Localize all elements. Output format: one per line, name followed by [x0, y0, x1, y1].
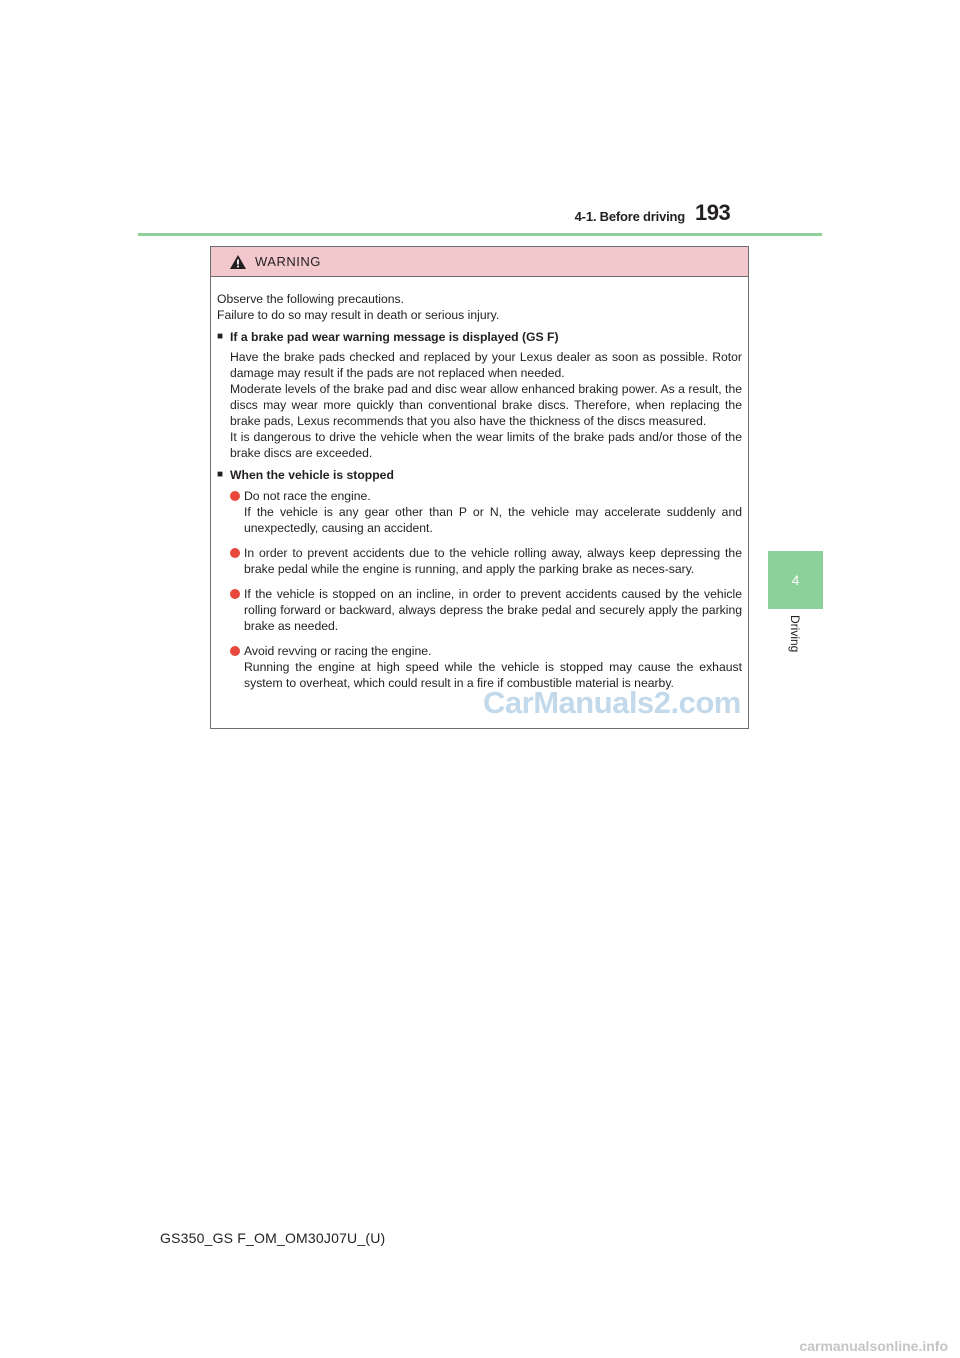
list-item — [217, 586, 742, 634]
list-item — [217, 488, 742, 536]
list-item — [217, 545, 742, 577]
header-divider — [138, 233, 822, 236]
square-bullet-icon: ■ — [217, 469, 224, 480]
section-text-3: It is dangerous to drive the vehicle when the wear limits of the brake pads and/or those of the brake discs are exceeded. — [230, 430, 742, 460]
document-code: GS350_GS F_OM_OM30J07U_(U) — [160, 1230, 386, 1246]
bullet-text: Running the engine at high speed while the vehicle is stopped may cause the exhaust system to overheat, which could result in a fire if combustible material is nearby. — [244, 660, 742, 690]
bullet-text: If the vehicle is any gear other than P or N, the vehicle may accelerate suddenly and unexpectedly, causing an accident. — [244, 505, 742, 535]
bullet-text: In order to prevent accidents due to the vehicle rolling away, always keep depressing the brake pedal while the engine is running, and apply the parking brake as neces-sary. — [244, 546, 742, 576]
bullet-text: If the vehicle is stopped on an incline, in order to prevent accidents caused by the vehicle rolling forward or backward, always depress the brake pedal and securely apply the parking brake as needed. — [244, 587, 742, 633]
warning-body — [211, 277, 748, 691]
bullet-lead: Do not race the engine. — [244, 489, 371, 503]
heading-text: If a brake pad wear warning message is displayed (GS F) — [230, 330, 559, 344]
round-bullet-icon — [230, 491, 240, 501]
warning-triangle-icon — [229, 254, 247, 270]
square-bullet-icon: ■ — [217, 331, 224, 342]
intro-line-2: Failure to do so may result in death or serious injury. — [217, 308, 500, 322]
warning-box — [210, 246, 749, 729]
section-text: Have the brake pads checked and replaced by your Lexus dealer as soon as possible. Rotor damage may result if the pads are not replaced when needed. — [230, 350, 742, 380]
watermark-logo: CarManuals2.com — [483, 685, 741, 720]
section-heading-brake-pad — [217, 329, 742, 345]
warning-title: WARNING — [255, 254, 321, 269]
heading-text: When the vehicle is stopped — [230, 468, 394, 482]
list-item — [217, 643, 742, 691]
intro-line-1: Observe the following precautions. — [217, 292, 404, 306]
round-bullet-icon — [230, 548, 240, 558]
section-heading-vehicle-stopped — [217, 467, 742, 483]
bullet-lead: Avoid revving or racing the engine. — [244, 644, 432, 658]
site-watermark: carmanualsonline.info — [799, 1338, 948, 1354]
page-number: 193 — [695, 200, 731, 225]
section-text-2: Moderate levels of the brake pad and disc wear allow enhanced braking power. As a result, the discs may wear more quickly than conventional brake discs. Therefore, when replacing the brake pads, Lexus recommends that you also have the thickness of the discs measured. — [230, 382, 742, 428]
chapter-label: Driving — [788, 615, 802, 653]
round-bullet-icon — [230, 646, 240, 656]
chapter-number: 4 — [791, 572, 800, 588]
warning-header — [211, 247, 748, 277]
section-title: 4-1. Before driving — [574, 209, 685, 224]
chapter-tab[interactable] — [768, 551, 823, 609]
round-bullet-icon — [230, 589, 240, 599]
